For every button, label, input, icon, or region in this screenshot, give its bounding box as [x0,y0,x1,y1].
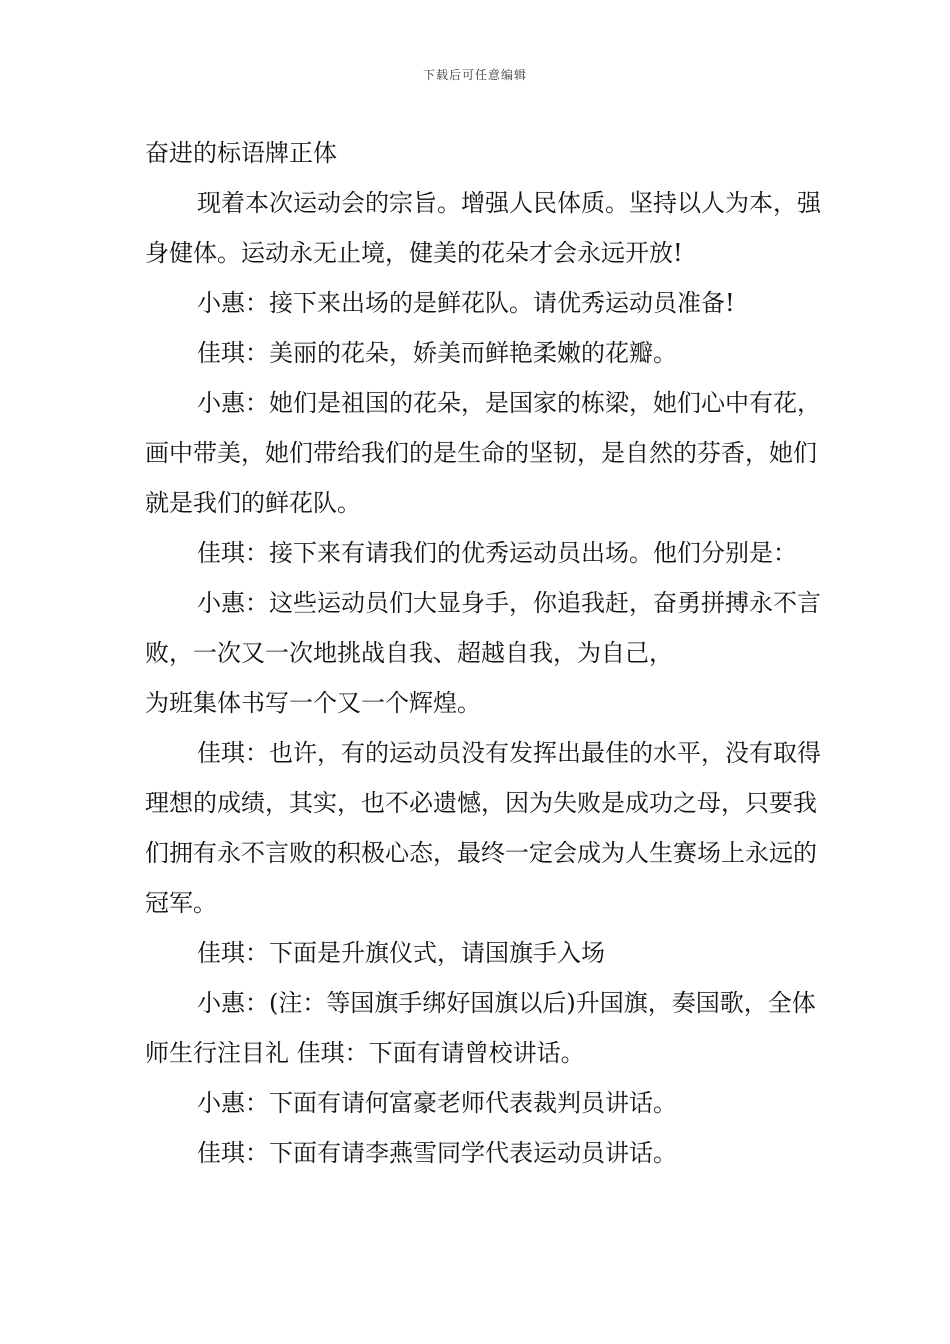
paragraph-xiaohui-pillars: 小惠：她们是祖国的花朵，是国家的栋梁，她们心中有花，画中带美，她们带给我们的是生命的坚韧，是自然的芬香，她们就是我们的鲜花队。 [145,389,821,517]
page-header: 下载后可任意编辑 [422,68,527,82]
paragraph-jiaqi-athletes: 佳琪：接下来有请我们的优秀运动员出场。他们分别是： [197,539,797,567]
paragraph-xiaohui-challenge: 小惠：这些运动员们大显身手，你追我赶，奋勇拼搏永不言败，一次又一次地挑战自我、超越自我，为自己， [145,589,821,667]
paragraph-jiaqi-flowers: 佳琪：美丽的花朵，娇美而鲜艳柔嫩的花瓣。 [197,339,677,367]
paragraph-xiaohui-flower-team: 小惠：接下来出场的是鲜花队。请优秀运动员准备! [197,289,735,317]
paragraph-slogan: 奋进的标语牌正体 [145,139,337,167]
paragraph-class-glory: 为班集体书写一个又一个辉煌。 [145,689,481,717]
paragraph-jiaqi-champion: 佳琪：也许，有的运动员没有发挥出最佳的水平，没有取得理想的成绩，其实，也不必遗憾，因为失败是成功之母，只要我们拥有永不言败的积极心态，最终一定会成为人生赛场上永远的冠军。 [145,739,821,917]
paragraph-jiaqi-flag-ceremony: 佳琪：下面是升旗仪式，请国旗手入场 [197,939,605,967]
paragraph-jiaqi-athlete-speech: 佳琪：下面有请李燕雪同学代表运动员讲话。 [197,1139,677,1167]
paragraph-xiaohui-anthem: 小惠：(注：等国旗手绑好国旗以后)升国旗，奏国歌，全体师生行注目礼 佳琪：下面有请曾校讲话。 [145,989,816,1067]
document-body [145,128,825,1178]
paragraph-purpose: 现着本次运动会的宗旨。增强人民体质。坚持以人为本，强身健体。运动永无止境，健美的花朵才会永远开放! [145,189,821,267]
paragraph-xiaohui-referee: 小惠：下面有请何富豪老师代表裁判员讲话。 [197,1089,677,1117]
